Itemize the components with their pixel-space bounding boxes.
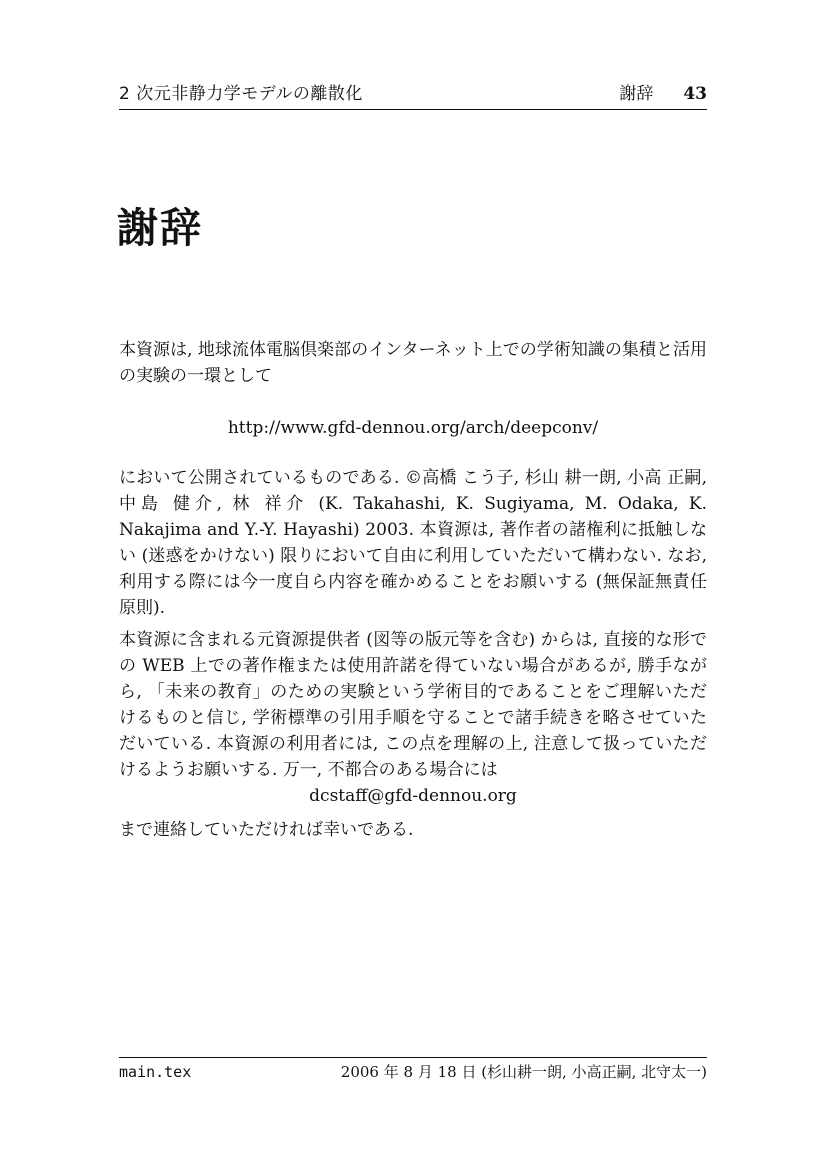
footer-filename: main.tex	[119, 1063, 192, 1081]
acknowledgment-paragraph-3: 本資源に含まれる元資源提供者 (図等の版元等を含む) からは, 直接的な形での WEB 上での著作権または使用許諾を得ていない場合があるが, 勝手ながら, 「未来の教育」のための実験という学術目的であることをご理解いただけるものと信じ, 学術標準の引用手順を守ることで諸手続きを略させていただいている. 本資源の利用者には, この点を理解の上, 注意して扱っていただけるようお願いする. 万一, 不都合のある場合には	[119, 630, 707, 780]
acknowledgment-paragraph-4: まで連絡していただければ幸いである.	[119, 820, 414, 840]
page-footer	[119, 1057, 707, 1082]
url-line	[119, 415, 707, 441]
running-header	[119, 84, 707, 110]
header-page-number: 43	[683, 84, 707, 104]
body-text	[119, 337, 707, 843]
footer-date: 2006 年 8 月 18 日 (杉山耕一朗, 小高正嗣, 北守太一)	[340, 1063, 707, 1081]
acknowledgment-paragraph-2: において公開されているものである. ©高橋 こう子, 杉山 耕一朗, 小高 正嗣, 中島 健介, 林 祥介 (K. Takahashi, K. Sugiyama, M. Odaka, K. Nakajima and Y.-Y. Hayashi) 2003. 本資源は, 著作者の諸権利に抵触しない (迷惑をかけない) 限りにおいて自由に利用していただいて構わない. なお, 利用する際には今一度自ら内容を確かめることをお願いする (無保証無責任原則).	[119, 468, 707, 618]
contact-email-link[interactable]: dcstaff@gfd-dennou.org	[309, 786, 517, 806]
email-line	[119, 783, 707, 809]
header-right	[619, 84, 707, 104]
chapter-title: 謝辞	[117, 204, 203, 252]
header-chapter-title: 2 次元非静力学モデルの離散化	[119, 84, 363, 104]
archive-url-link[interactable]: http://www.gfd-dennou.org/arch/deepconv/	[227, 418, 599, 438]
acknowledgment-paragraph-1: 本資源は, 地球流体電脳倶楽部のインターネット上での学術知識の集積と活用の実験の一環として	[119, 340, 707, 386]
footer-row	[119, 1058, 707, 1082]
header-section-label: 謝辞	[619, 84, 654, 104]
